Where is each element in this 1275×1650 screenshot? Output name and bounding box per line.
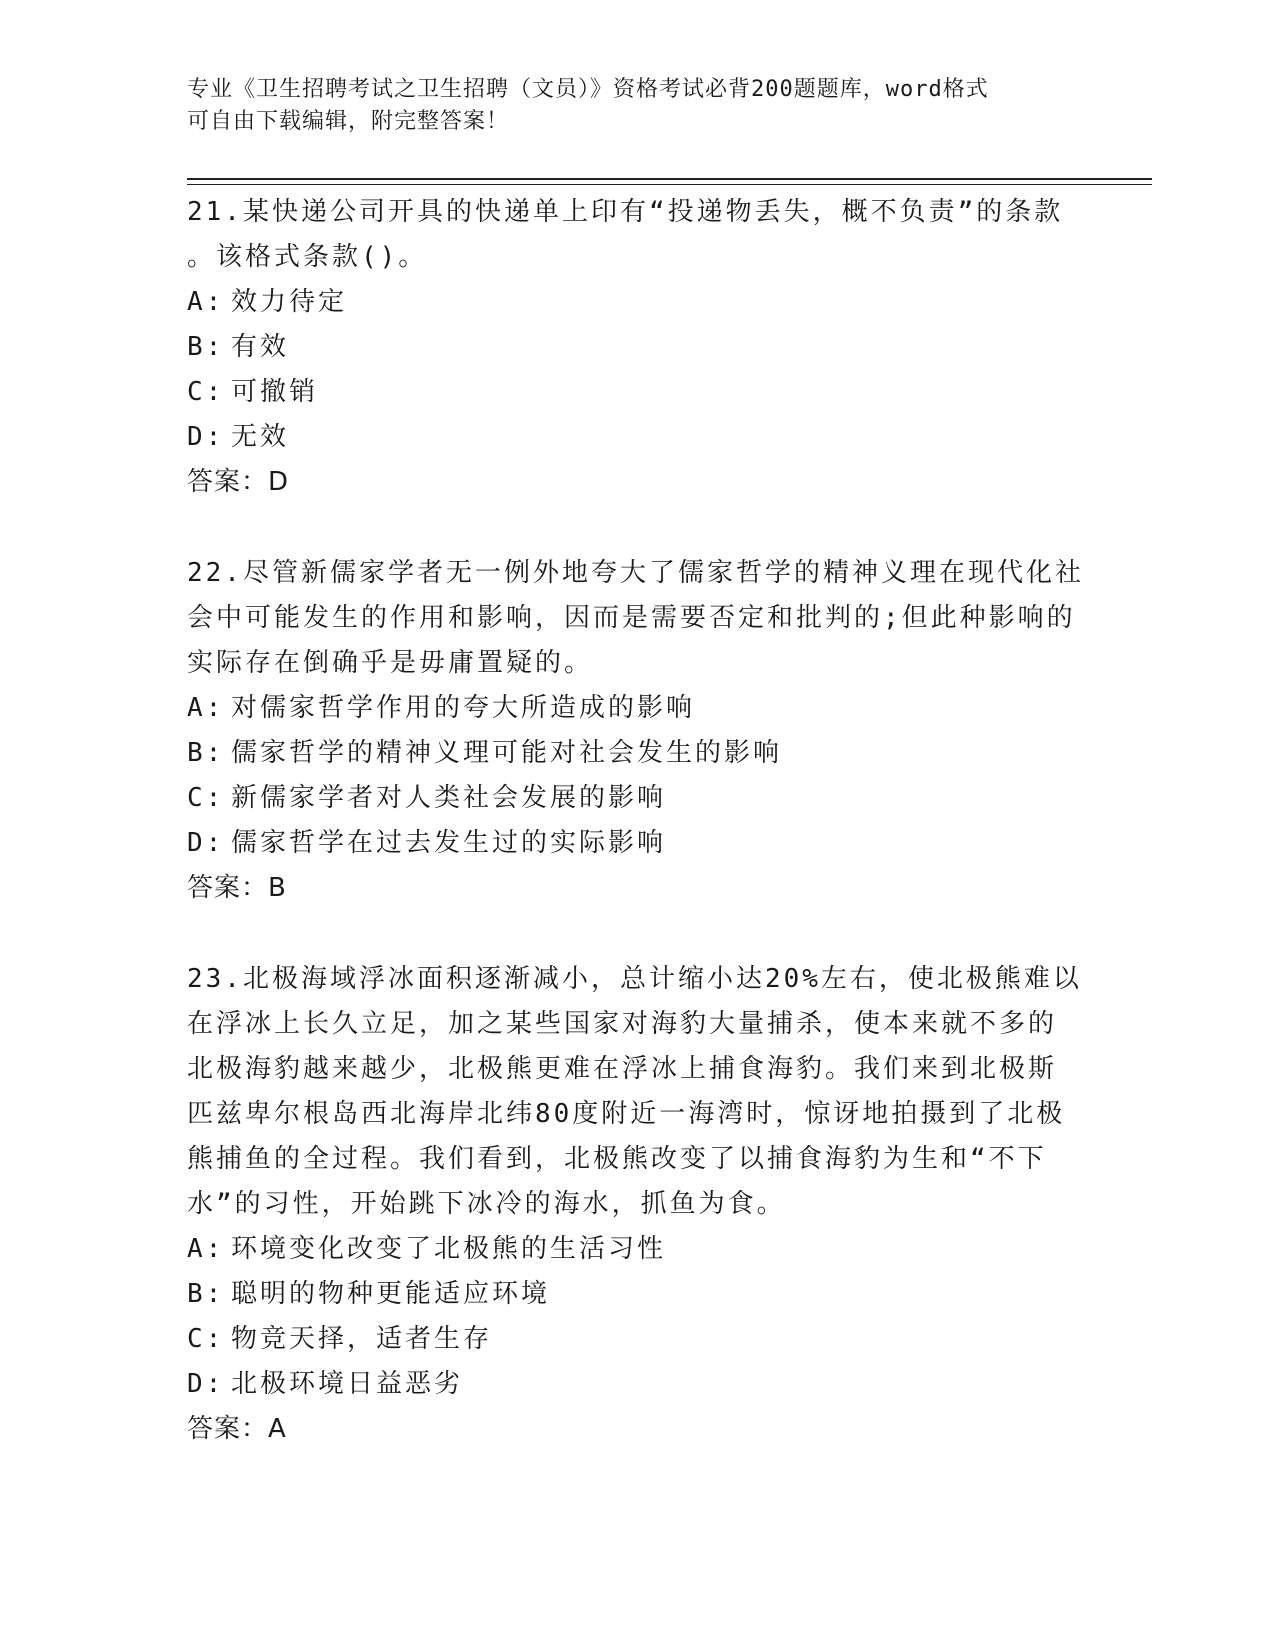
option-text: 儒家哲学在过去发生过的实际影响 [231, 828, 667, 858]
option-d [187, 415, 1087, 460]
answer-line: 答案：B [187, 873, 287, 903]
option-letter: A: [187, 287, 225, 317]
question-stem-line: 北极海豹越来越少，北极熊更难在浮冰上捕食海豹。我们来到北极斯 [187, 1054, 1058, 1084]
question-spacer [187, 911, 1087, 957]
option-d [187, 1362, 1087, 1407]
option-text: 对儒家哲学作用的夸大所造成的影响 [231, 693, 696, 723]
header-line-1: 专业《卫生招聘考试之卫生招聘（文员）》资格考试必背200题题库，word格式 [187, 77, 989, 102]
answer-line: 答案：D [187, 467, 290, 497]
question-stem-line: 。该格式条款()。 [187, 242, 428, 272]
question-stem-line: 23.北极海域浮冰面积逐渐减小，总计缩小达20%左右，使北极熊难以 [187, 964, 1082, 994]
answer-line: 答案：A [187, 1414, 287, 1444]
option-text: 北极环境日益恶劣 [231, 1369, 464, 1399]
option-letter: D: [187, 1369, 225, 1399]
option-text: 儒家哲学的精神义理可能对社会发生的影响 [231, 738, 783, 768]
option-letter: B: [187, 1279, 225, 1309]
question-stem-line: 水”的习性，开始跳下冰冷的海水，抓鱼为食。 [187, 1189, 786, 1219]
option-d [187, 821, 1087, 866]
option-letter: C: [187, 783, 225, 813]
question-stem-line: 在浮冰上长久立足，加之某些国家对海豹大量捕杀，使本来就不多的 [187, 1009, 1058, 1039]
question-spacer [187, 505, 1087, 551]
question-stem-line: 熊捕鱼的全过程。我们看到，北极熊改变了以捕食海豹为生和“不下 [187, 1144, 1047, 1174]
question-stem-line: 21.某快递公司开具的快递单上印有“投递物丢失，概不负责”的条款 [187, 197, 1064, 227]
option-text: 聪明的物种更能适应环境 [231, 1279, 551, 1309]
option-a [187, 686, 1087, 731]
option-letter: A: [187, 693, 225, 723]
question-list [187, 190, 1087, 1452]
option-b [187, 325, 1087, 370]
option-text: 物竞天择，适者生存 [231, 1324, 493, 1354]
header-divider-thick [187, 178, 1152, 180]
option-a [187, 1227, 1087, 1272]
option-b [187, 1272, 1087, 1317]
option-letter: B: [187, 332, 225, 362]
header-divider-thin [187, 184, 1152, 185]
option-text: 可撤销 [231, 377, 319, 407]
question-stem-line: 22.尽管新儒家学者无一例外地夸大了儒家哲学的精神义理在现代化社 [187, 558, 1084, 588]
question-stem-line: 匹兹卑尔根岛西北海岸北纬80度附近一海湾时，惊讶地拍摄到了北极 [187, 1099, 1066, 1129]
option-text: 效力待定 [231, 287, 348, 317]
question-23 [187, 957, 1087, 1452]
option-letter: D: [187, 422, 225, 452]
header-line-2: 可自由下载编辑，附完整答案！ [187, 109, 510, 134]
option-letter: C: [187, 1324, 225, 1354]
option-letter: A: [187, 1234, 225, 1264]
option-letter: C: [187, 377, 225, 407]
document-header [187, 74, 1067, 138]
option-a [187, 280, 1087, 325]
option-letter: B: [187, 738, 225, 768]
question-stem-line: 会中可能发生的作用和影响，因而是需要否定和批判的;但此种影响的 [187, 603, 1076, 633]
option-b [187, 731, 1087, 776]
option-c [187, 370, 1087, 415]
option-c [187, 776, 1087, 821]
option-c [187, 1317, 1087, 1362]
question-stem-line: 实际存在倒确乎是毋庸置疑的。 [187, 648, 594, 678]
option-text: 有效 [231, 332, 290, 362]
option-text: 新儒家学者对人类社会发展的影响 [231, 783, 667, 813]
option-text: 环境变化改变了北极熊的生活习性 [231, 1234, 667, 1264]
option-letter: D: [187, 828, 225, 858]
question-21 [187, 190, 1087, 505]
option-text: 无效 [231, 422, 290, 452]
question-22 [187, 551, 1087, 911]
